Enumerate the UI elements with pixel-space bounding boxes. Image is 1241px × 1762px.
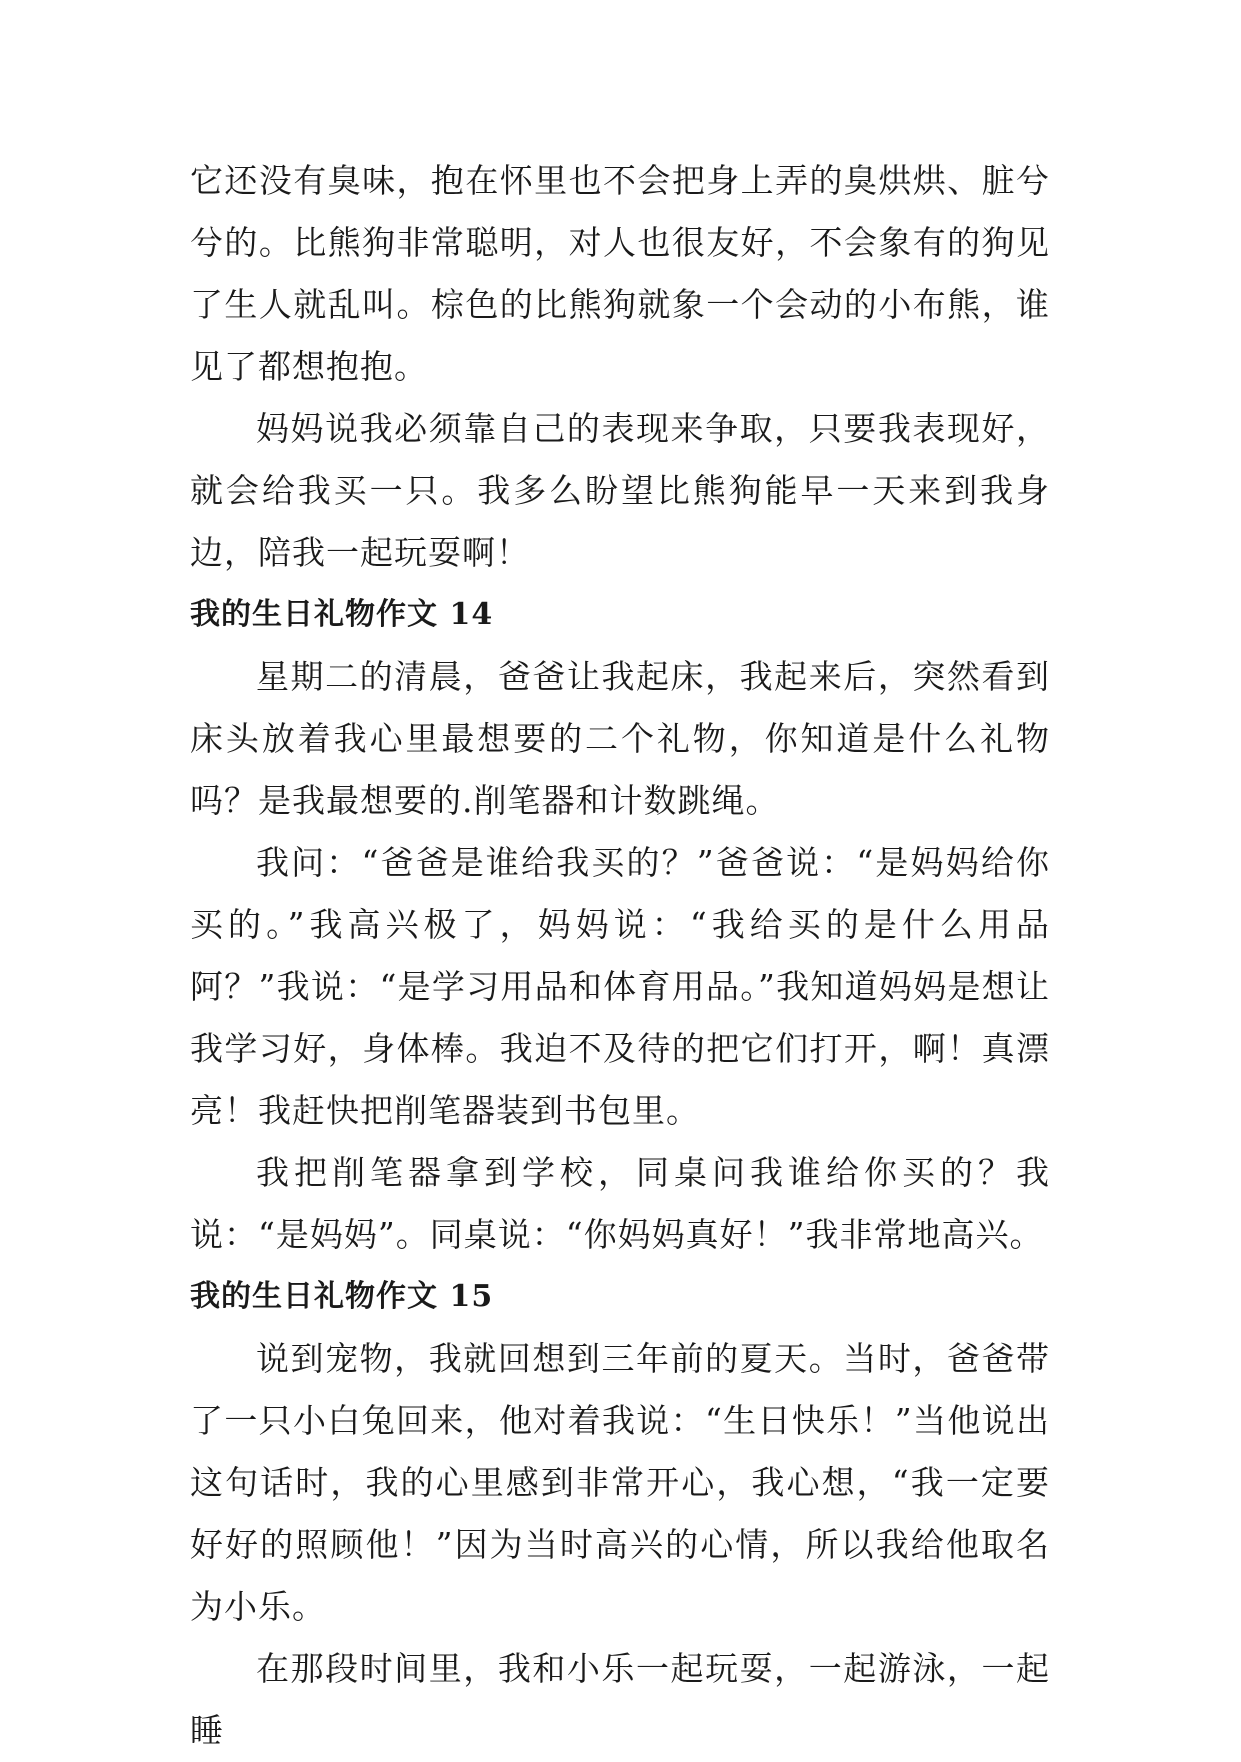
paragraph: 星期二的清晨，爸爸让我起床，我起来后，突然看到床头放着我心里最想要的二个礼物，你知道是什么礼物吗？是我最想要的.削笔器和计数跳绳。	[190, 657, 1050, 820]
paragraph: 它还没有臭味，抱在怀里也不会把身上弄的臭烘烘、脏兮兮的。比熊狗非常聪明，对人也很友好，不会象有的狗见了生人就乱叫。棕色的比熊狗就象一个会动的小布熊，谁见了都想抱抱。	[190, 161, 1050, 386]
section-heading: 我的生日礼物作文 14	[190, 597, 494, 632]
paragraph: 在那段时间里，我和小乐一起玩耍，一起游泳，一起睡	[190, 1649, 1050, 1750]
paragraph: 我问：“爸爸是谁给我买的？”爸爸说：“是妈妈给你买的。”我高兴极了，妈妈说：“我给买的是什么用品阿？”我说：“是学习用品和体育用品。”我知道妈妈是想让我学习好，身体棒。我迫不及待的把它们打开，啊！真漂亮！我赶快把削笔器装到书包里。	[190, 843, 1050, 1130]
paragraph: 说到宠物，我就回想到三年前的夏天。当时，爸爸带了一只小白兔回来，他对着我说：“生日快乐！”当他说出这句话时，我的心里感到非常开心，我心想，“我一定要好好的照顾他！”因为当时高兴的心情，所以我给他取名为小乐。	[190, 1339, 1050, 1626]
paragraph: 我把削笔器拿到学校，同桌问我谁给你买的？我说：“是妈妈”。同桌说：“你妈妈真好！”我非常地高兴。	[190, 1153, 1050, 1254]
document-page	[190, 150, 1050, 1762]
section-heading: 我的生日礼物作文 15	[190, 1279, 494, 1314]
paragraph: 妈妈说我必须靠自己的表现来争取，只要我表现好，就会给我买一只。我多么盼望比熊狗能早一天来到我身边，陪我一起玩耍啊！	[190, 409, 1050, 572]
